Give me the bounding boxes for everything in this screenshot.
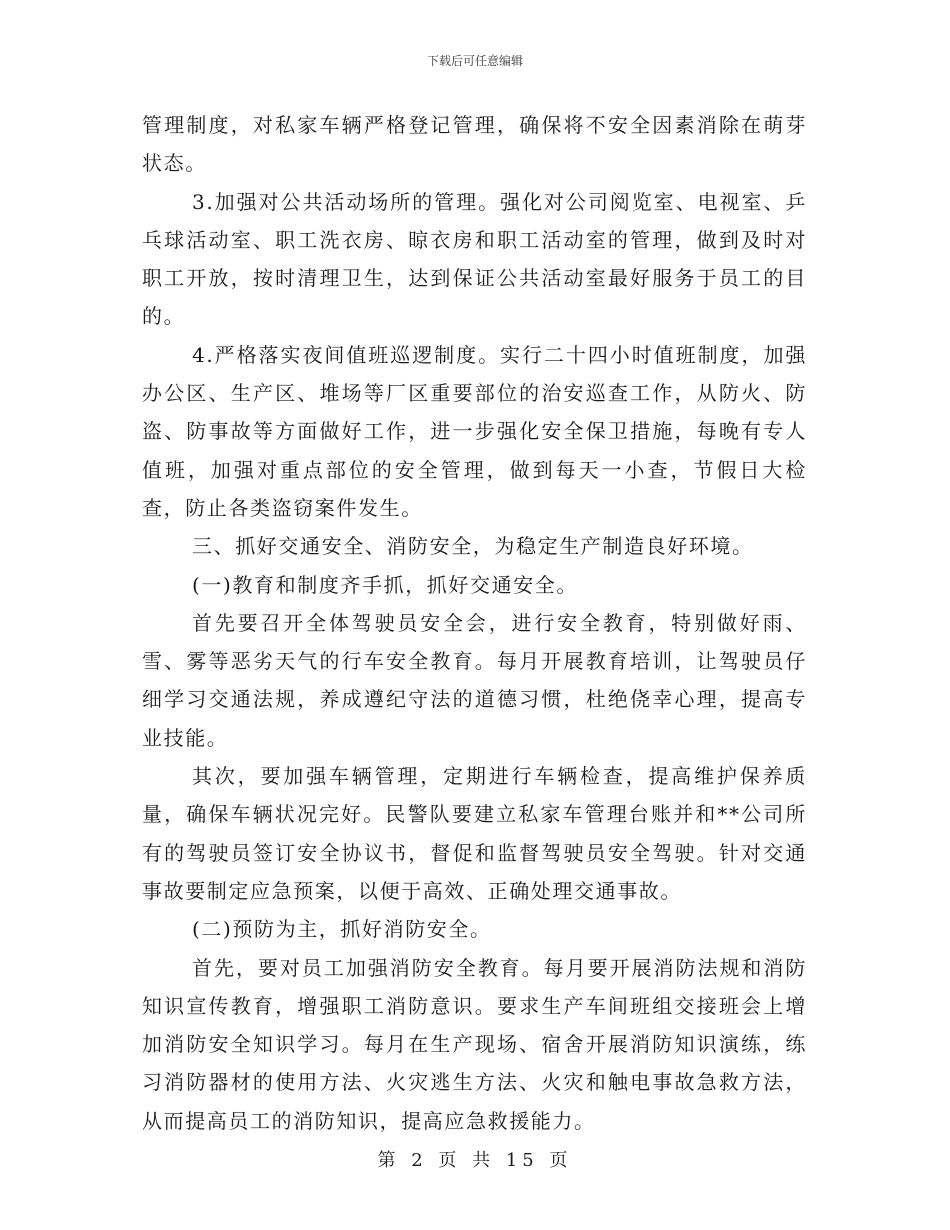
section-heading: 三、抓好交通安全、消防安全，为稳定生产制造良好环境。 [192, 534, 754, 559]
paragraph: 管理制度，对私家车辆严格登记管理，确保将不安全因素消除在萌芽状态。 [142, 113, 807, 176]
page-number: 第 2 页 共 15 页 [377, 1150, 573, 1171]
paragraph: 3.加强对公共活动场所的管理。强化对公司阅览室、电视室、乒乓球活动室、职工洗衣房、晾衣房和职工活动室的管理，做到及时对职工开放，按时清理卫生，达到保证公共活动室最好服务于员工的目的。 [142, 189, 807, 329]
subsection-heading: (一)教育和制度齐手抓，抓好交通安全。 [192, 572, 579, 597]
page-header: 下载后可任意编辑 [426, 54, 523, 68]
document-body [142, 106, 807, 1140]
subsection-heading: (二)预防为主，抓好消防安全。 [192, 917, 492, 942]
paragraph: 首先，要对员工加强消防安全教育。每月要开展消防法规和消防知识宣传教育，增强职工消防意识。要求生产车间班组交接班会上增加消防安全知识学习。每月在生产现场、宿舍开展消防知识演练，练习消防器材的使用方法、火灾逃生方法、火灾和触电事故急救方法，从而提高员工的消防知识，提高应急救援能力。 [142, 955, 807, 1133]
paragraph: 其次，要加强车辆管理，定期进行车辆检查，提高维护保养质量，确保车辆状况完好。民警队要建立私家车管理台账并和**公司所有的驾驶员签订安全协议书，督促和监督驾驶员安全驾驶。针对交通事故要制定应急预案，以便于高效、正确处理交通事故。 [142, 764, 807, 903]
paragraph: 4.严格落实夜间值班巡逻制度。实行二十四小时值班制度，加强办公区、生产区、堆场等厂区重要部位的治安巡查工作，从防火、防盗、防事故等方面做好工作，进一步强化安全保卫措施，每晚有专人值班，加强对重点部位的安全管理，做到每天一小查，节假日大检查，防止各类盗窃案件发生。 [142, 342, 807, 520]
paragraph: 首先要召开全体驾驶员安全会，进行安全教育，特别做好雨、雪、雾等恶劣天气的行车安全教育。每月开展教育培训，让驾驶员仔细学习交通法规，养成遵纪守法的道德习惯，杜绝侥幸心理，提高专业技能。 [142, 610, 807, 750]
